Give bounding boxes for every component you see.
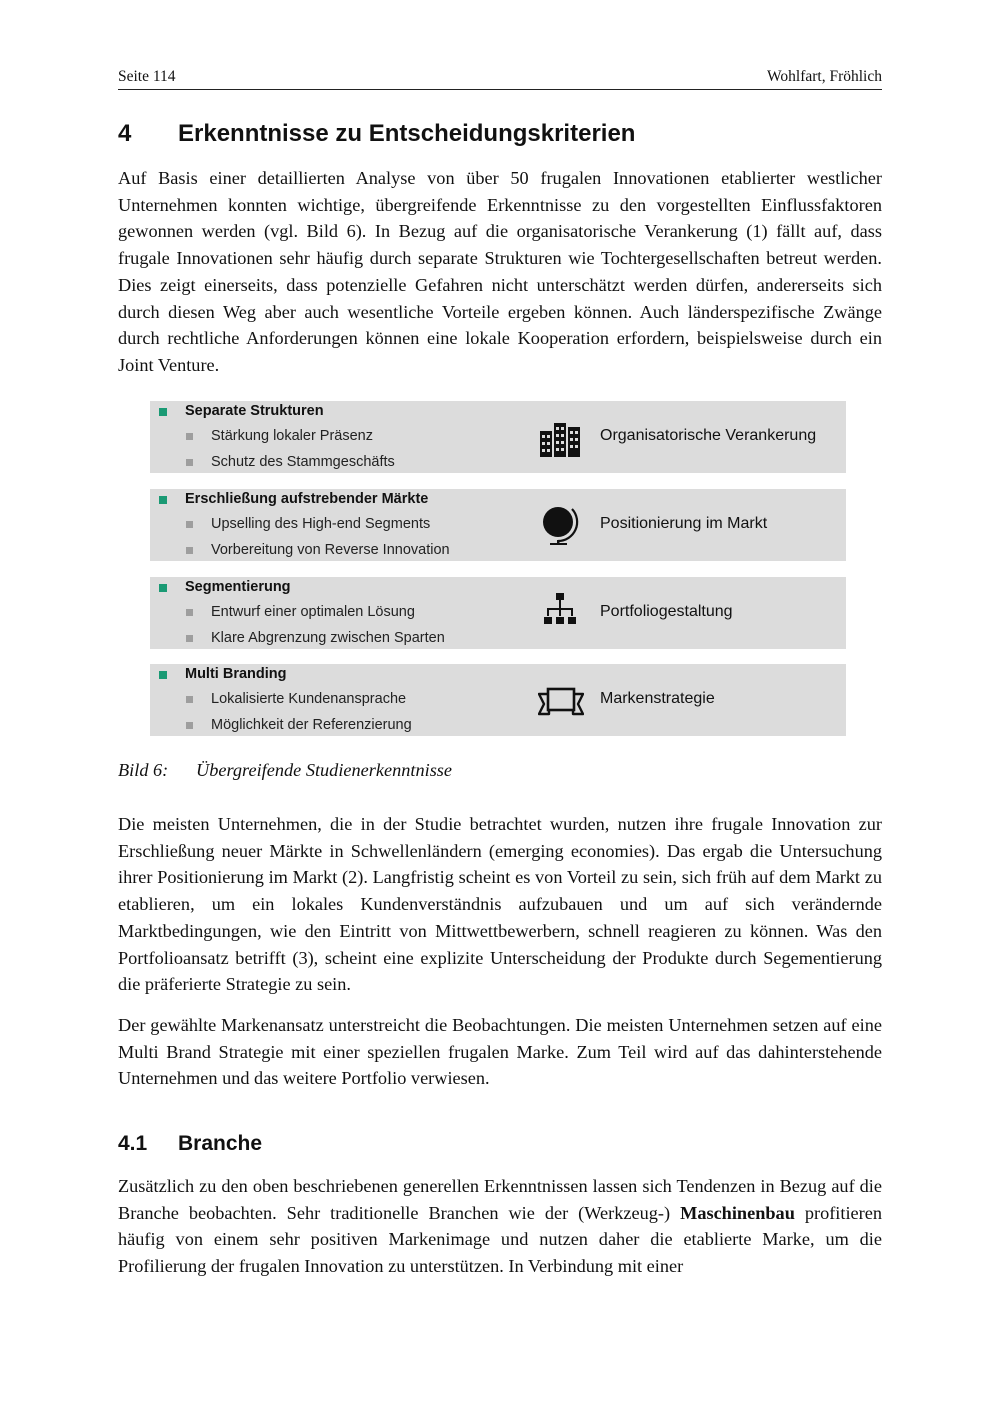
sub-bullet: [186, 547, 193, 554]
sub-bullet: [186, 635, 193, 642]
section-heading: [118, 120, 635, 148]
band-item: Lokalisierte Kundenansprache: [211, 691, 407, 707]
band-label: Organisatorische Verankerung: [600, 427, 817, 444]
buildings-icon: [538, 417, 584, 457]
band-title: Separate Strukturen: [185, 403, 324, 419]
sub-bullet: [186, 459, 193, 466]
band-label: Portfoliogestaltung: [600, 603, 733, 620]
band-title: Erschließung aufstrebender Märkte: [185, 491, 429, 507]
band-item: Stärkung lokaler Präsenz: [211, 428, 373, 444]
hierarchy-icon: [538, 593, 584, 633]
band-item: Upselling des High-end Segments: [211, 516, 431, 532]
paragraph-2: Die meisten Unternehmen, die in der Studie betrachtet wurden, nutzen ihre frugale Innovation zur Erschließung neuer Märkte in Schwellenländern (emerging economies). Das ergab die Untersuchung ihrer Positionierung im Markt (2). Langfristig scheint es von Vorteil zu sein, sich früh auf dem Markt zu etablieren, um ein lokales Kundenverständnis aufzubauen und um auf sich verändernde Marktbedingungen, wie den Eintritt von Mittwettbewerbern, schnell reagieren zu können. Was den Portfolioansatz betrifft (3), scheint eine explizite Unterscheidung der Produkte durch Segementierung die präferierte Strategie zu sein.: [118, 814, 882, 995]
paragraph-4-text-a: Zusätzlich zu den oben beschriebenen generellen Erkenntnissen lassen sich Tendenzen in Bezug auf die Branche beobachten. Sehr traditionelle Branchen wie der (Werkzeug-): [118, 1176, 882, 1223]
figure-band-brand: [150, 664, 846, 736]
section-title: Erkenntnisse zu Entscheidungskriterien: [178, 120, 636, 147]
band-title: Multi Branding: [185, 666, 287, 682]
main-bullet: [159, 408, 167, 416]
sub-bullet: [186, 696, 193, 703]
figure-caption: [118, 760, 452, 781]
paragraph-1: Auf Basis einer detaillierten Analyse von über 50 frugalen Innovationen etablierter westlicher Unternehmen konnten wichtige, übergreifende Erkenntnisse zu den vorgestellten Einflussfaktoren gewonnen werden (vgl. Bild 6). In Bezug auf die organisatorische Verankerung (1) fällt auf, dass frugale Innovationen sehr häufig durch separate Strukturen wie Tochtergesellschaften betreut werden. Dies zeigt einerseits, dass potenzielle Gefahren nicht unterschätzt werden dürfen, andererseits sich durch diesen Weg aber auch wesentliche Vorteile ergeben können. Auch länderspezifische Zwänge durch rechtliche Anforderungen können eine lokale Kooperation erfordern, beispielsweise durch ein Joint Venture.: [118, 168, 882, 375]
paragraph-4-text-b: profitieren häufig von einem sehr positiven Markenimage und nutzen daher die etablierte Marke, um die Profilierung der frugalen Innovation zu unterstützen. In Verbindung mit einer: [118, 1202, 882, 1277]
sub-bullet: [186, 609, 193, 616]
section-number: 4: [118, 120, 132, 147]
band-label: Positionierung im Markt: [600, 515, 768, 532]
paragraph-4: [118, 1173, 882, 1280]
main-bullet: [159, 496, 167, 504]
subsection-heading: [118, 1132, 262, 1156]
header-authors: Wohlfart, Fröhlich: [767, 68, 882, 85]
caption-text: Übergreifende Studienerkenntnisse: [196, 760, 453, 780]
band-label: Markenstrategie: [600, 690, 715, 707]
figure-band-market: [150, 489, 846, 561]
sub-bullet: [186, 722, 193, 729]
figure-band-organisation: [150, 401, 846, 473]
main-bullet: [159, 584, 167, 592]
band-item: Vorbereitung von Reverse Innovation: [211, 542, 450, 558]
band-item: Klare Abgrenzung zwischen Sparten: [211, 630, 445, 646]
figure-6: [150, 401, 846, 737]
subsection-title: Branche: [178, 1132, 263, 1155]
caption-number: Bild 6:: [118, 760, 169, 780]
band-item: Möglichkeit der Referenzierung: [211, 717, 412, 733]
paragraph-4-bold-term: Maschinenbau: [680, 1202, 795, 1223]
subsection-number: 4.1: [118, 1132, 148, 1155]
banner-icon: [538, 680, 584, 720]
main-bullet: [159, 671, 167, 679]
band-title: Segmentierung: [185, 579, 291, 595]
page-header: [118, 66, 882, 90]
sub-bullet: [186, 433, 193, 440]
globe-icon: [538, 505, 584, 545]
paragraph-3: Der gewählte Markenansatz unterstreicht die Beobachtungen. Die meisten Unternehmen setzen auf eine Multi Brand Strategie mit einer speziellen frugalen Marke. Zum Teil wird auf das dahinterstehende Unternehmen und das weitere Portfolio verwiesen.: [118, 1015, 882, 1089]
page-number: Seite 114: [118, 68, 176, 85]
sub-bullet: [186, 521, 193, 528]
band-item: Schutz des Stammgeschäfts: [211, 454, 395, 470]
figure-band-portfolio: [150, 577, 846, 649]
band-item: Entwurf einer optimalen Lösung: [211, 604, 415, 620]
